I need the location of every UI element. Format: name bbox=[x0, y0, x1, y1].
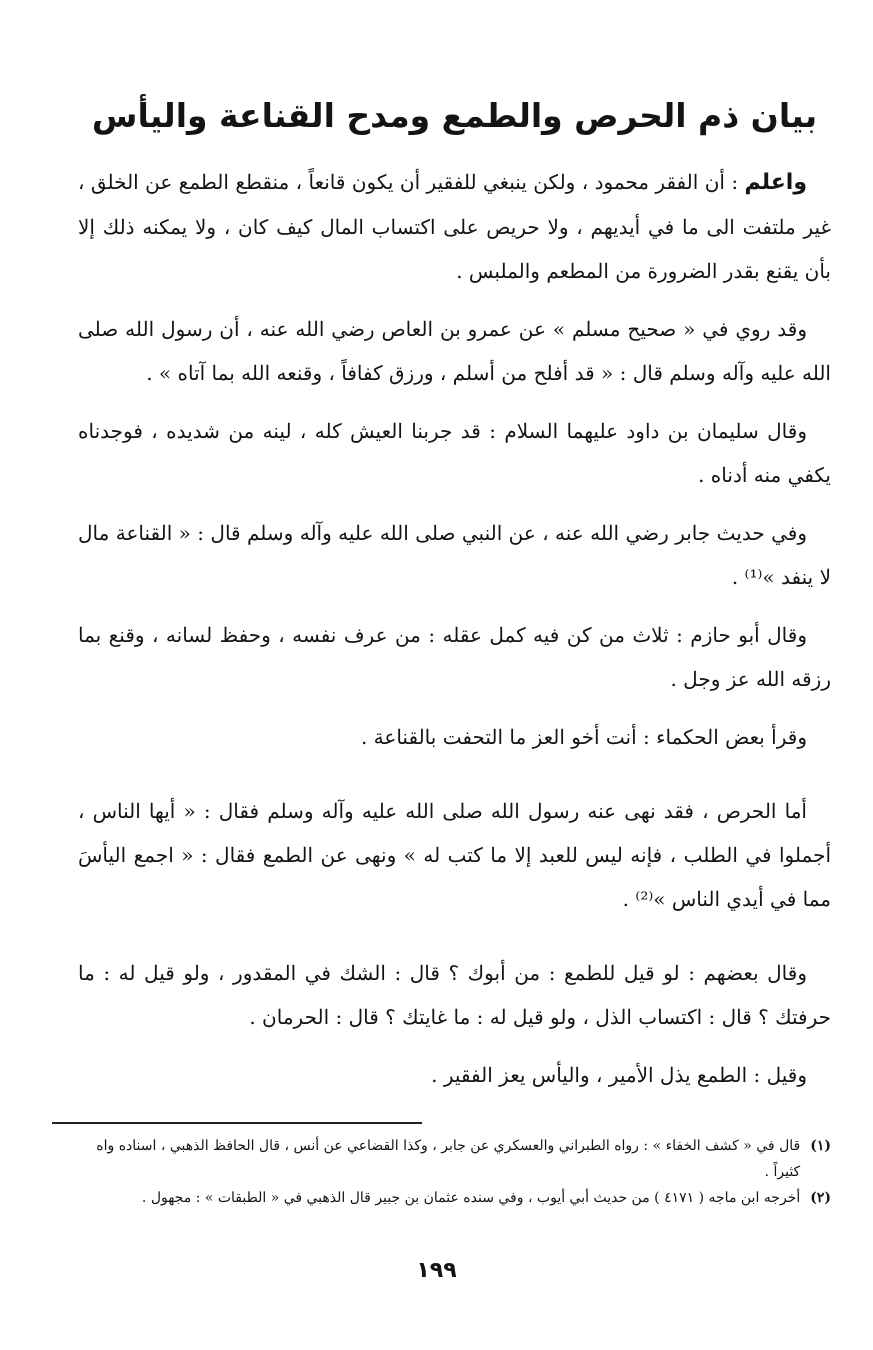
paragraph-3 bbox=[78, 409, 831, 497]
paragraph-text: وقال بعضهم : لو قيل للطمع : من أبوك ؟ قال : الشك في المقدور ، ولو قيل له : ما حرفتك ؟ قال : اكتساب الذل ، ولو قيل له : ما غايتك ؟ قال : الحرمان . bbox=[78, 960, 831, 1029]
paragraph-1 bbox=[78, 160, 831, 293]
paragraph-text: وقال أبو حازم : ثلاث من كن فيه كمل عقله : من عرف نفسه ، وحفظ لسانه ، وقنع بما رزقه الله عز وجل . bbox=[78, 622, 831, 691]
paragraph-6 bbox=[78, 715, 831, 759]
paragraph-text: وفي حديث جابر رضي الله عنه ، عن النبي صلى الله عليه وآله وسلم قال : « القناعة مال لا ينفد »⁽¹⁾ . bbox=[78, 520, 831, 589]
paragraph-lead: واعلم bbox=[744, 169, 807, 195]
footnote-text: قال في « كشف الخفاء » : رواه الطبراني والعسكري عن جابر ، وكذا القضاعي عن أنس ، قال الحافظ الذهبي ، اسناده واه كثيراً . bbox=[96, 1138, 801, 1180]
paragraph-9 bbox=[78, 1053, 831, 1097]
paragraph-7 bbox=[78, 789, 831, 921]
paragraph-text: وقال سليمان بن داود عليهما السلام : قد جربنا العيش كله ، لينه من شديده ، فوجدناه يكفي منه أدناه . bbox=[78, 418, 831, 487]
paragraph-8 bbox=[78, 951, 831, 1039]
page-title: بيان ذم الحرص والطمع ومدح القناعة واليأس bbox=[91, 96, 818, 135]
footnote-number: (١) bbox=[810, 1138, 831, 1154]
paragraph-text: وقد روي في « صحيح مسلم » عن عمرو بن العاص رضي الله عنه ، أن رسول الله صلى الله عليه وآله وسلم قال : « قد أفلح من أسلم ، ورزق كفافاً ، وقنعه الله بما آتاه » . bbox=[78, 316, 831, 385]
footnotes bbox=[78, 1133, 831, 1211]
paragraph-text: : أن الفقر محمود ، ولكن ينبغي للفقير أن يكون قانعاً ، منقطع الطمع عن الخلق ، غير ملتفت الى ما في أيديهم ، ولا حريص على اكتساب المال كيف كان ، ولا يمكنه ذلك إلا بأن يقنع بقدر الضرورة من المطعم والملبس . bbox=[78, 169, 831, 283]
page-number: ١٩٩ bbox=[416, 1258, 457, 1283]
footnote-text: أخرجه ابن ماجه ( ٤١٧١ ) من حديث أبي أيوب ، وفي سنده عثمان بن جبير قال الذهبي في « الطبقات » : مجهول . bbox=[141, 1190, 801, 1206]
paragraph-text: وقرأ بعض الحكماء : أنت أخو العز ما التحفت بالقناعة . bbox=[360, 724, 807, 749]
paragraph-text: أما الحرص ، فقد نهى عنه رسول الله صلى الله عليه وآله وسلم فقال : « أيها الناس ، أجملوا في الطلب ، فإنه ليس للعبد إلا ما كتب له » ونهى عن الطمع فقال : « اجمع اليأسَ مما في أيدي الناس »⁽²⁾ . bbox=[78, 798, 831, 911]
footnote-number: (٢) bbox=[810, 1190, 831, 1206]
footnote-2 bbox=[78, 1185, 831, 1211]
page-body bbox=[78, 95, 831, 1111]
footnote-separator bbox=[52, 1122, 422, 1124]
paragraph-2 bbox=[78, 307, 831, 395]
paragraph-5 bbox=[78, 613, 831, 701]
paragraph-text: وقيل : الطمع يذل الأمير ، واليأس يعز الفقير . bbox=[431, 1062, 807, 1087]
footnote-1 bbox=[78, 1133, 831, 1185]
paragraph-4 bbox=[78, 511, 831, 599]
